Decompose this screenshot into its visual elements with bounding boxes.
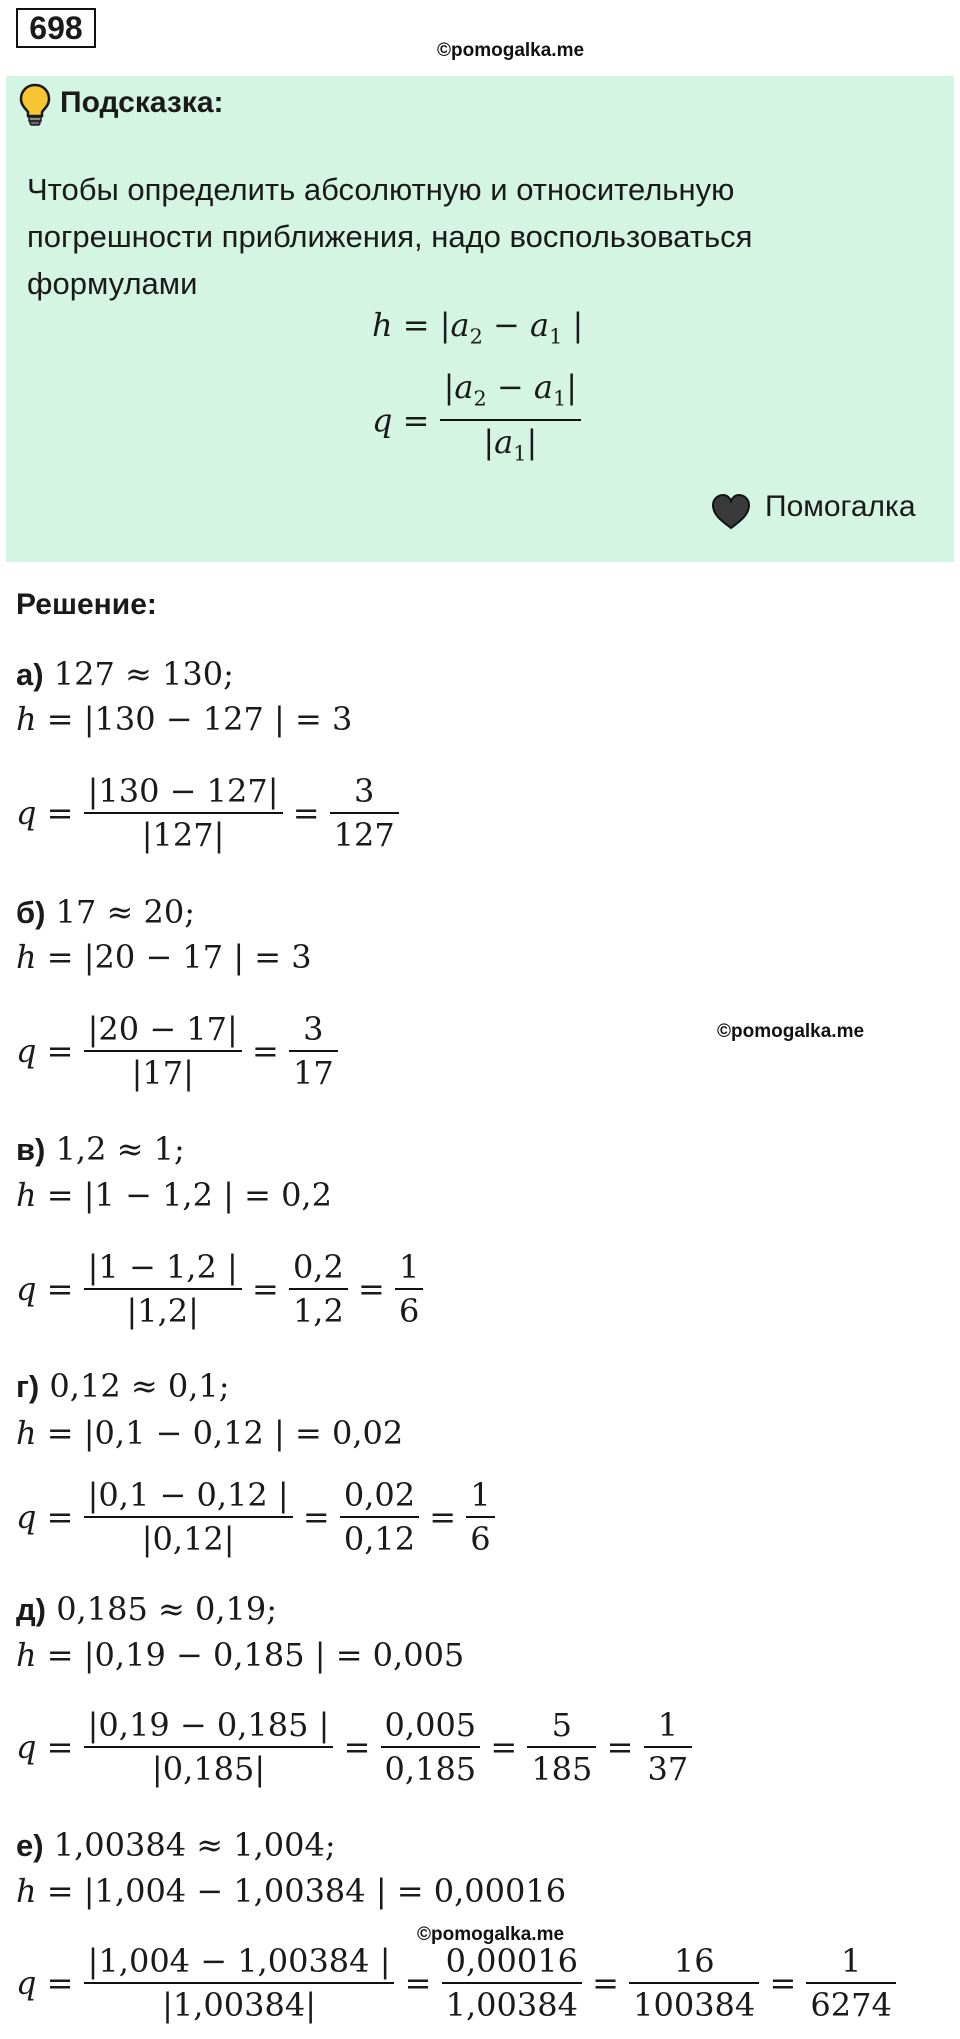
relative-error: q = $\frac{|130 - 127|}{|127|}$ = $\frac{3}{127}$ [16, 770, 399, 856]
relative-error: q = $\frac{|20 - 17|}{|17|}$ = $\frac{3}{17}$ [16, 1008, 338, 1094]
absolute-error: h = |130 − 127 | = 3 [16, 700, 353, 738]
absolute-error-value: |20 − 17 | = 3 [83, 938, 312, 976]
absolute-error-value: |1,004 − 1,00384 | = 0,00016 [83, 1872, 567, 1910]
fraction-step: $\frac{16}{100384}$ [629, 1940, 759, 2026]
relative-error-fraction: $\frac{|0,1 - 0,12 |}{|0,12|}$ [84, 1474, 293, 1560]
absolute-error-value: |130 − 127 | = 3 [83, 700, 353, 738]
watermark-bottom: ©pomogalka.me [417, 1924, 565, 1945]
part-statement [16, 1590, 277, 1628]
fraction-step: $\frac{1}{6274}$ [806, 1940, 895, 2026]
approximation: 1,00384 ≈ 1,004; [53, 1826, 336, 1864]
part-statement [16, 1367, 230, 1405]
relative-error-fraction: $\frac{|0,19 - 0,185 |}{|0,185|}$ [84, 1704, 334, 1790]
part-statement [16, 655, 234, 693]
fraction-step: $\frac{0,02}{0,12}$ [340, 1474, 419, 1560]
part-statement [16, 893, 195, 931]
fraction-step: $\frac{1}{6}$ [395, 1246, 423, 1332]
hint-text: Чтобы определить абсолютную и относительную погрешности приближения, надо воспользоваться формулами [27, 172, 753, 301]
absolute-error: h = |0,1 − 0,12 | = 0,02 [16, 1414, 404, 1452]
watermark-middle: ©pomogalka.me [717, 1021, 865, 1042]
relative-error-fraction: $\frac{|20 - 17|}{|17|}$ [84, 1008, 242, 1094]
absolute-error: h = |0,19 − 0,185 | = 0,005 [16, 1636, 465, 1674]
relative-error: q = $\frac{|1,004 - 1,00384 |}{|1,00384|}$ = $\frac{0,00016}{1,00384}$ = $\frac{16}{100384}$ = $\frac{1}{6274}$ [16, 1940, 896, 2026]
absolute-error: h = |20 − 17 | = 3 [16, 938, 312, 976]
relative-error-fraction: $\frac{|1,004 - 1,00384 |}{|1,00384|}$ [84, 1940, 395, 2026]
fraction-step: $\frac{3}{17}$ [289, 1008, 338, 1094]
part-label: д) [16, 1592, 47, 1627]
approximation: 0,12 ≈ 0,1; [49, 1367, 230, 1405]
problem-number: 698 [16, 8, 96, 48]
watermark-top: ©pomogalka.me [437, 40, 585, 61]
fraction-step: $\frac{0,2}{1,2}$ [289, 1246, 348, 1332]
heart-icon [710, 492, 752, 532]
approximation: 127 ≈ 130; [53, 655, 234, 693]
lightbulb-icon [18, 82, 52, 128]
absolute-error: h = |1,004 − 1,00384 | = 0,00016 [16, 1872, 567, 1910]
absolute-error-value: |1 − 1,2 | = 0,2 [83, 1176, 332, 1214]
relative-error-fraction: $\frac{|1 - 1,2 |}{|1,2|}$ [84, 1246, 242, 1332]
relative-error: q = $\frac{|0,1 - 0,12 |}{|0,12|}$ = $\frac{0,02}{0,12}$ = $\frac{1}{6}$ [16, 1474, 495, 1560]
absolute-error-value: |0,19 − 0,185 | = 0,005 [83, 1636, 465, 1674]
formula-h: $h = |a_2 - a_1$ | [372, 306, 584, 349]
fraction-step: $\frac{5}{185}$ [527, 1704, 596, 1790]
part-statement [16, 1826, 336, 1864]
absolute-error: h = |1 − 1,2 | = 0,2 [16, 1176, 332, 1214]
approximation: 0,185 ≈ 0,19; [56, 1590, 277, 1628]
fraction-step: $\frac{0,00016}{1,00384}$ [442, 1940, 582, 2026]
fraction-step: $\frac{3}{127}$ [330, 770, 399, 856]
relative-error: q = $\frac{|1 - 1,2 |}{|1,2|}$ = $\frac{0,2}{1,2}$ = $\frac{1}{6}$ [16, 1246, 423, 1332]
part-label: е) [16, 1828, 44, 1863]
relative-error-fraction: $\frac{|130 - 127|}{|127|}$ [84, 770, 283, 856]
solution-heading: Решение: [16, 588, 157, 621]
part-label: г) [16, 1369, 40, 1404]
part-label: б) [16, 895, 46, 930]
part-statement [16, 1130, 185, 1168]
part-label: в) [16, 1132, 46, 1167]
fraction-step: $\frac{0,005}{0,185}$ [381, 1704, 481, 1790]
approximation: 17 ≈ 20; [55, 893, 196, 931]
hint-title: Подсказка: [60, 86, 224, 119]
fraction-step: $\frac{1}{6}$ [466, 1474, 494, 1560]
relative-error: q = $\frac{|0,19 - 0,185 |}{|0,185|}$ = $\frac{0,005}{0,185}$ = $\frac{5}{185}$ = $\frac{1}{37}$ [16, 1704, 692, 1790]
brand-label: Помогалка [765, 490, 916, 523]
formula-q: q = $\frac{|a_2 - a_1|}{|a_1|}$ [372, 366, 581, 475]
approximation: 1,2 ≈ 1; [55, 1130, 185, 1168]
part-label: а) [16, 657, 44, 692]
fraction-step: $\frac{1}{37}$ [644, 1704, 693, 1790]
absolute-error-value: |0,1 − 0,12 | = 0,02 [83, 1414, 404, 1452]
